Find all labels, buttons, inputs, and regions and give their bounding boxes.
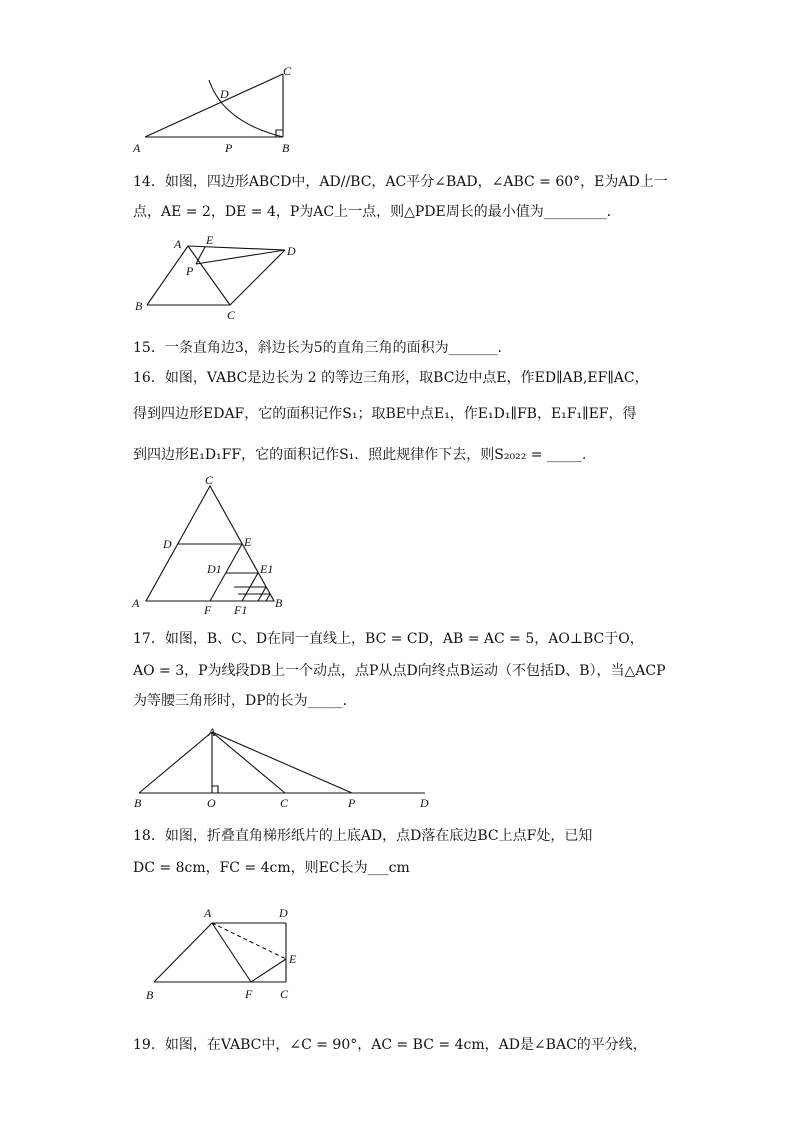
- label-c: C: [280, 796, 289, 810]
- segment-fe: [251, 959, 286, 982]
- label-d: D: [220, 87, 229, 101]
- segment-ac: [188, 246, 230, 305]
- segment-ae-fold: [212, 923, 286, 959]
- label-p: P: [348, 796, 356, 810]
- figure-q18: [140, 900, 320, 1005]
- label-f: F: [204, 603, 212, 617]
- segment-ab: [139, 732, 212, 793]
- segment-ac: [212, 732, 285, 793]
- segment-ap: [212, 732, 352, 793]
- label-c: C: [227, 308, 236, 322]
- question-15-line-1: 15．一条直角边3，斜边长为5的直角三角的面积为_______．: [133, 340, 512, 356]
- segment-ep: [196, 247, 205, 264]
- segment-cd: [230, 250, 285, 305]
- segment-ab: [154, 923, 212, 982]
- figure-q14: [130, 232, 310, 322]
- question-19-line-1: 19．如图，在VABC中，∠C = 90°，AC = BC = 4cm，AD是∠BAC的平分线，: [133, 1037, 647, 1053]
- label-o: O: [207, 796, 216, 810]
- label-d: D: [287, 244, 296, 258]
- question-17-line-1: 17．如图，B、C、D在同一直线上，BC = CD，AB = AC = 5，AO⊥BC于O，: [133, 631, 644, 647]
- label-p: P: [225, 141, 233, 155]
- label-p: P: [186, 264, 194, 278]
- question-18-line-1: 18．如图，折叠直角梯形纸片的上底AD，点D落在底边BC上点F处，已知: [133, 828, 593, 844]
- question-14-line-2: 点，AE = 2，DE = 4，P为AC上一点，则△PDE周长的最小值为_________．: [133, 204, 621, 220]
- question-16-line-3: 到四边形E₁D₁FF，它的面积记作S₁．照此规律作下去，则S₂₀₂₂ = _____．: [133, 447, 596, 463]
- label-b: B: [146, 988, 154, 1002]
- segment-ad: [188, 246, 285, 250]
- label-a: A: [204, 906, 212, 920]
- label-c: C: [283, 64, 292, 78]
- label-e: E: [206, 233, 214, 247]
- segment-ac: [145, 74, 283, 137]
- label-b: B: [135, 299, 143, 313]
- figure-q13: [125, 62, 305, 157]
- segment-pd: [196, 250, 285, 264]
- label-a: A: [174, 237, 182, 251]
- right-angle-mark: [212, 786, 218, 793]
- label-c: C: [280, 987, 289, 1001]
- question-18-line-2: DC = 8cm，FC = 4cm，则EC长为___cm: [133, 860, 410, 876]
- label-b: B: [134, 796, 142, 810]
- segment-e3f3: [266, 594, 270, 601]
- figure-q17: [130, 722, 440, 812]
- label-d: D: [279, 906, 288, 920]
- question-17-line-2: AO = 3，P为线段DB上一个动点，点P从点D向终点B运动（不包括D、B），当△ACP: [133, 663, 666, 679]
- segment-af: [212, 923, 251, 982]
- label-a: A: [133, 141, 141, 155]
- label-b: B: [282, 141, 290, 155]
- label-e: E: [289, 952, 297, 966]
- label-a: A: [132, 596, 140, 610]
- question-16-line-1: 16．如图，VABC是边长为 2 的等边三角形，取BC边中点E，作ED∥AB,EF∥AC，: [133, 370, 649, 386]
- label-b: B: [275, 596, 283, 610]
- label-f: F: [245, 987, 253, 1001]
- figure-q16: [130, 470, 300, 620]
- label-d1: D1: [207, 562, 222, 576]
- label-e: E: [244, 535, 252, 549]
- question-14-line-1: 14．如图，四边形ABCD中，AD//BC，AC平分∠BAD，∠ABC = 60°，E为AD上一: [133, 174, 668, 190]
- label-c: C: [205, 473, 214, 487]
- question-17-line-3: 为等腰三角形时，DP的长为_____．: [133, 693, 357, 709]
- segment-ab: [147, 246, 188, 305]
- label-d: D: [420, 796, 429, 810]
- question-16-line-2: 得到四边形EDAF，它的面积记作S₁；取BE中点E₁，作E₁D₁∥FB，E₁F₁∥EF，得: [133, 406, 637, 422]
- label-e1: E1: [260, 562, 274, 576]
- label-a: A: [208, 725, 216, 739]
- label-d: D: [163, 537, 172, 551]
- label-f1: F1: [234, 603, 248, 617]
